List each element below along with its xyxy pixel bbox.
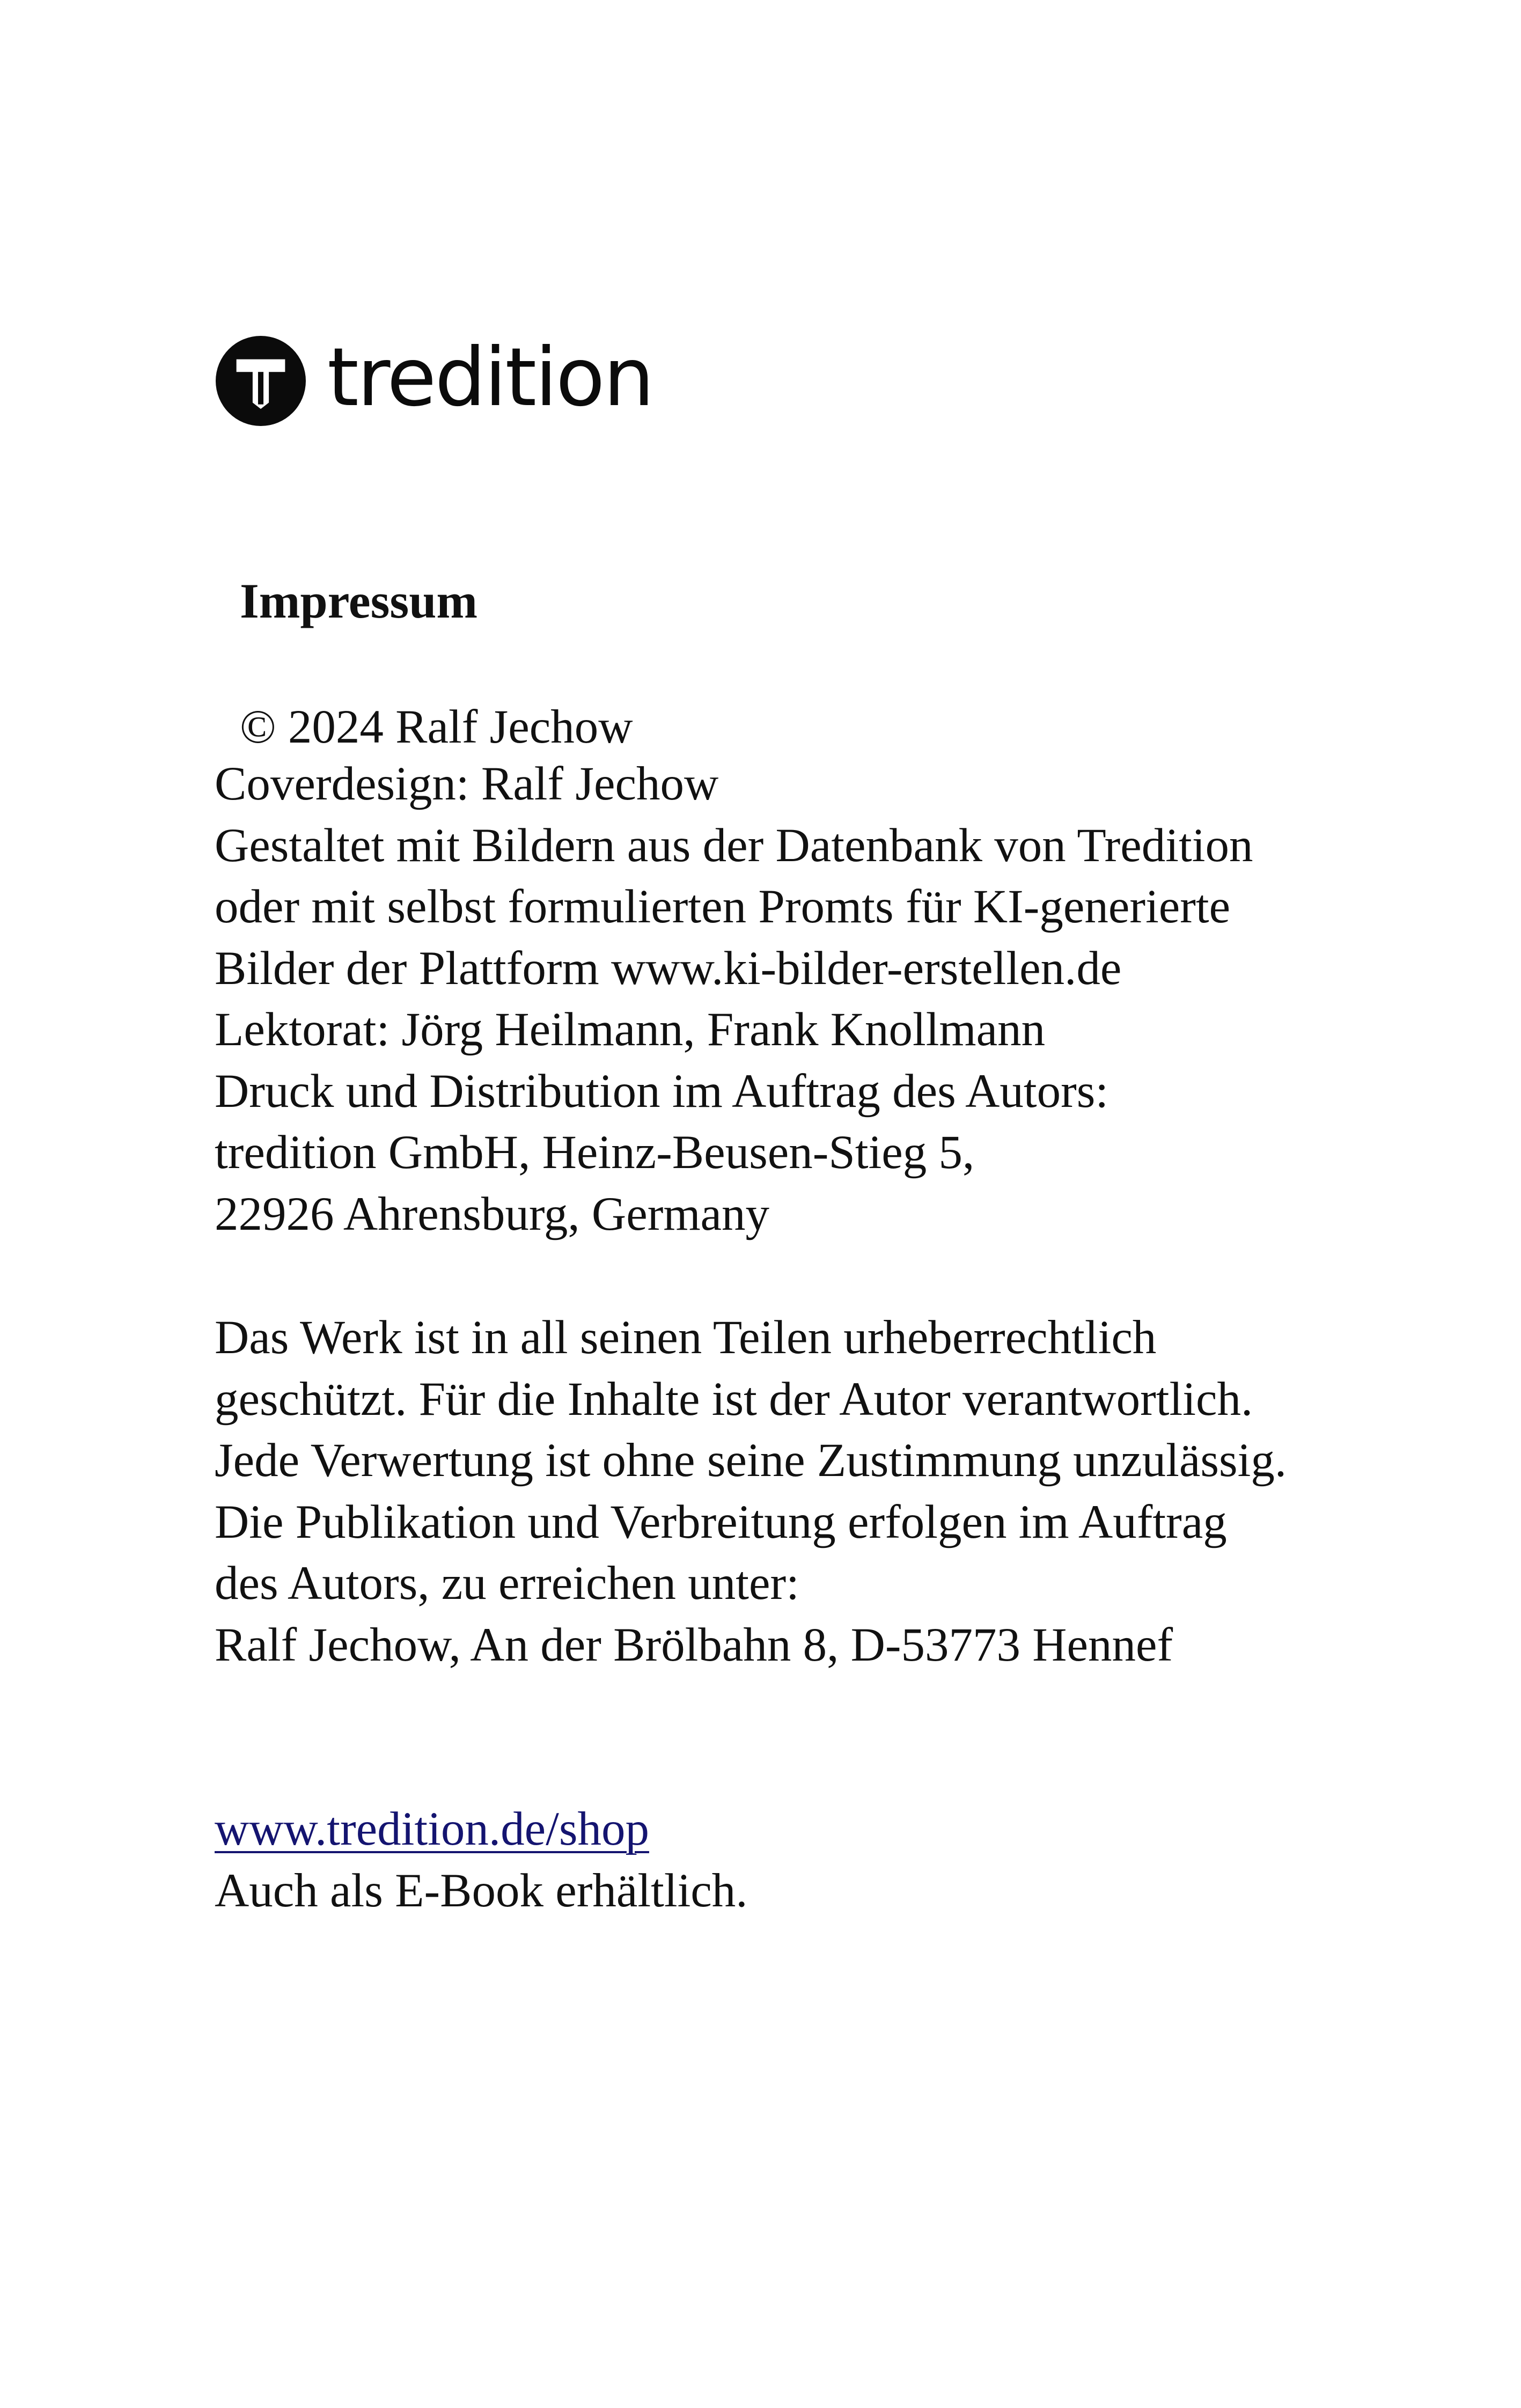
- imprint-line: oder mit selbst formulierten Promts für KI-generierte: [215, 880, 1231, 933]
- shop-link[interactable]: www.tredition.de/shop: [215, 1803, 649, 1855]
- legal-line: geschützt. Für die Inhalte ist der Autor verantwortlich.: [215, 1372, 1253, 1426]
- imprint-line: tredition GmbH, Heinz-Beusen-Stieg 5,: [215, 1126, 975, 1179]
- imprint-line: Gestaltet mit Bildern aus der Datenbank von Tredition: [215, 819, 1253, 872]
- ebook-note: Auch als E-Book erhältlich.: [215, 1864, 748, 1917]
- tredition-logo: [216, 331, 653, 427]
- imprint-line: Bilder der Plattform www.ki-bilder-erstellen.de: [215, 942, 1122, 995]
- page-title: Impressum: [240, 574, 478, 628]
- imprint-line: 22926 Ahrensburg, Germany: [215, 1187, 770, 1240]
- imprint-line: Druck und Distribution im Auftrag des Autors:: [215, 1064, 1109, 1118]
- legal-notice: [215, 1307, 1287, 1676]
- imprint-details: [215, 753, 1253, 1245]
- shop-section: [215, 1798, 748, 1921]
- tredition-wordmark: tredition: [327, 331, 653, 424]
- tredition-logo-icon: [216, 336, 306, 426]
- legal-line: des Autors, zu erreichen unter:: [215, 1557, 799, 1610]
- legal-line: Die Publikation und Verbreitung erfolgen im Auftrag: [215, 1495, 1227, 1548]
- copyright-line: © 2024 Ralf Jechow: [240, 701, 633, 753]
- imprint-line: Coverdesign: Ralf Jechow: [215, 758, 719, 810]
- imprint-line: Lektorat: Jörg Heilmann, Frank Knollmann: [215, 1003, 1046, 1056]
- legal-line: Das Werk ist in all seinen Teilen urheberrechtlich: [215, 1311, 1157, 1364]
- legal-line: Jede Verwertung ist ohne seine Zustimmung unzulässig.: [215, 1434, 1287, 1487]
- legal-line: Ralf Jechow, An der Brölbahn 8, D-53773 Hennef: [215, 1618, 1173, 1671]
